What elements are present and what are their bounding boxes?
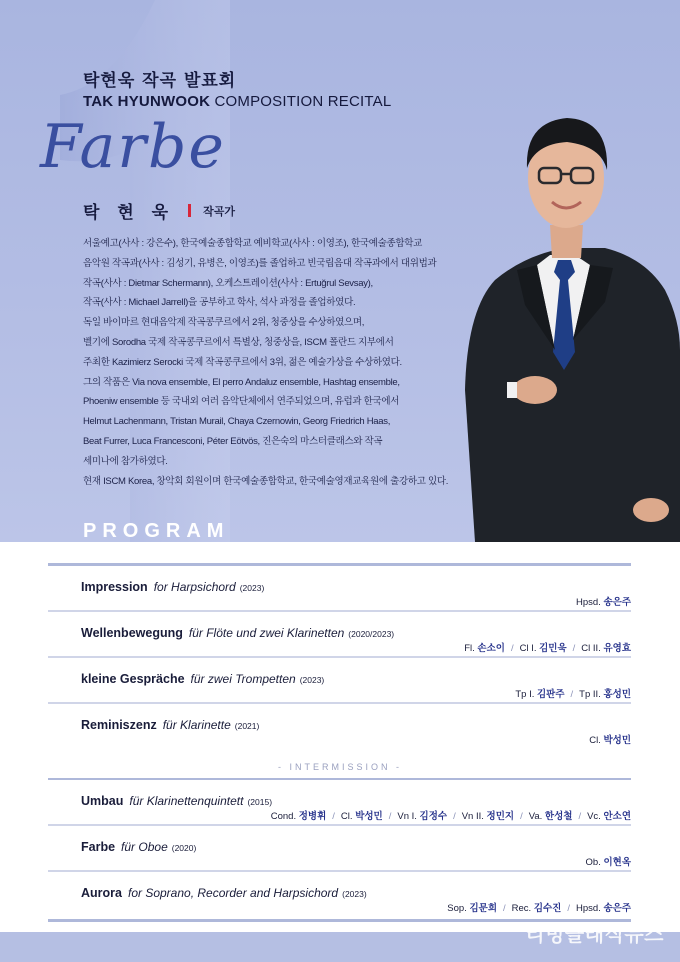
program-item xyxy=(48,826,631,872)
performer-role: Cl. xyxy=(340,811,353,822)
work-year: (2020/2023) xyxy=(348,629,395,639)
separator: / xyxy=(332,811,335,822)
bio-line: 벨기에 Sorodha 국제 작곡콩쿠르에서 특별상, 청중상을, ISCM 폴란드 지부에서 xyxy=(83,336,394,348)
program-item xyxy=(48,612,631,658)
intermission-label: - INTERMISSION - xyxy=(278,762,402,772)
performer-role: Ob. xyxy=(585,857,601,868)
program-item xyxy=(48,780,631,826)
separator: / xyxy=(570,689,574,700)
performer-role: Sop. xyxy=(447,903,467,914)
bio-line: Beat Furrer, Luca Francesconi, Péter Eötvös, 진은숙의 마스터클래스와 작곡 xyxy=(83,435,383,447)
program-heading: PROGRAM xyxy=(83,520,230,542)
work-title: kleine Gespräche xyxy=(81,672,185,686)
performer-name: 박성민 xyxy=(355,811,383,822)
bio-line: 서울예고(사사 : 강은수), 한국예술종합학교 예비학교(사사 : 이영조), 한국예술종합학교 xyxy=(83,238,423,249)
work-instrumentation: für Klarinettenquintett xyxy=(129,794,244,808)
watermark: 리빙클래식뉴스 xyxy=(525,922,664,946)
performers xyxy=(515,686,631,700)
work-year: (2020) xyxy=(171,843,197,853)
separator: / xyxy=(388,811,392,822)
performer-role: Cl. xyxy=(589,735,601,746)
performer-name: 이현옥 xyxy=(603,857,631,868)
work-line xyxy=(81,578,264,596)
work-instrumentation: für zwei Trompetten xyxy=(190,672,296,686)
performer-role: Vn II. xyxy=(461,811,484,822)
performer-role: Vc. xyxy=(587,811,601,822)
performer-name: 손소이 xyxy=(477,643,505,654)
bio-line: 독일 바이마르 현대음악제 작곡콩쿠르에서 2위, 청중상을 수상하였으며, xyxy=(83,317,365,329)
recital-title-english-rest: COMPOSITION RECITAL xyxy=(210,93,392,110)
separator: / xyxy=(572,643,576,654)
performer-name: 유영효 xyxy=(603,643,631,654)
performer-role: Cond. xyxy=(270,811,297,822)
performer-name: 정민지 xyxy=(486,811,515,822)
work-year: (2023) xyxy=(239,583,265,593)
performer-role: Fl. xyxy=(464,643,475,654)
bio-line: 세미나에 참가하였다. xyxy=(83,455,168,467)
separator: / xyxy=(567,903,570,914)
performers xyxy=(576,594,631,608)
program-item xyxy=(48,704,631,750)
performer-role: Hpsd. xyxy=(576,597,601,608)
performer-role: Vn I. xyxy=(397,811,417,822)
performers xyxy=(447,900,631,914)
performer-name: 송은주 xyxy=(603,903,631,914)
bio-line: 주최한 Kazimierz Serocki 국제 작곡콩쿠르에서 3위, 젊은 예술가상을 수상하였다. xyxy=(83,356,402,368)
performer-name: 김정수 xyxy=(419,811,448,822)
performer-role: Tp I. xyxy=(515,689,535,700)
bio-line: Phoeniw ensemble 등 국내외 여러 음악단체에서 연주되었으며, 유럽과 한국에서 xyxy=(83,396,400,408)
performer-role: Tp II. xyxy=(579,689,601,700)
work-instrumentation: für Oboe xyxy=(121,840,168,854)
recital-title-korean: 탁현욱 작곡 발표회 xyxy=(83,71,237,91)
separator: / xyxy=(453,811,456,822)
bio-line: 그의 작품은 Via nova ensemble, El perro Andaluz ensemble, Hashtag ensemble, xyxy=(83,376,400,388)
work-year: (2021) xyxy=(234,721,260,731)
performer-name: 안소연 xyxy=(603,811,631,822)
work-title: Impression xyxy=(81,580,148,594)
work-instrumentation: for Harpsichord xyxy=(153,580,236,594)
performer-name: 한성철 xyxy=(544,811,573,822)
performer-name: 홍성민 xyxy=(603,689,631,700)
program-item xyxy=(48,658,631,704)
work-line xyxy=(81,884,367,902)
work-instrumentation: für Klarinette xyxy=(162,718,231,732)
composer-role: 작곡가 xyxy=(203,204,235,218)
separator: / xyxy=(503,903,506,914)
performers xyxy=(589,732,631,746)
program-list xyxy=(0,542,680,932)
work-instrumentation: for Soprano, Recorder and Harpsichord xyxy=(127,886,339,900)
work-line xyxy=(81,670,324,688)
work-line xyxy=(81,624,394,642)
composer-name: 탁 현 욱 xyxy=(83,203,175,223)
performer-role: Hpsd. xyxy=(576,903,601,914)
work-title: Aurora xyxy=(81,886,122,900)
script-title: Farbe xyxy=(40,112,226,182)
composer-bio xyxy=(83,234,503,491)
performer-name: 김민욱 xyxy=(539,643,567,654)
separator: / xyxy=(520,811,523,822)
work-year: (2023) xyxy=(299,675,325,685)
performer-role: Rec. xyxy=(511,903,532,914)
work-title: Reminiszenz xyxy=(81,718,157,732)
work-line xyxy=(81,716,259,734)
performer-name: 박성민 xyxy=(603,735,631,746)
composer-portrait xyxy=(455,90,680,542)
recital-title-english xyxy=(83,93,391,110)
bio-line: 음악원 작곡과(사사 : 김성기, 유병은, 이영조)를 졸업하고 빈국립음대 작곡과에서 대위법과 xyxy=(83,257,437,269)
performers xyxy=(464,640,631,654)
performer-name: 송은주 xyxy=(603,597,631,608)
performer-role: Cl II. xyxy=(581,643,601,654)
work-year: (2023) xyxy=(342,889,367,899)
bio-line: 현재 ISCM Korea, 창악회 회원이며 한국예술종합학교, 한국예술영재교육원에 출강하고 있다. xyxy=(83,475,449,487)
work-line xyxy=(81,792,272,810)
performer-name: 김수진 xyxy=(533,903,562,914)
work-line xyxy=(81,838,196,856)
program-item xyxy=(48,872,631,922)
work-title: Farbe xyxy=(81,840,116,854)
work-title: Wellenbewegung xyxy=(81,626,183,640)
program-item xyxy=(48,566,631,612)
performers xyxy=(586,854,631,868)
work-year: (2015) xyxy=(247,797,273,807)
performer-name: 김판주 xyxy=(537,689,565,700)
separator: / xyxy=(510,643,514,654)
performer-role: Cl I. xyxy=(519,643,537,654)
separator: / xyxy=(578,811,582,822)
performers xyxy=(271,808,631,822)
bio-line: 작곡(사사 : Dietmar Schermann), 오케스트레이션(사사 : Ertuğrul Sevsay), xyxy=(83,277,373,289)
work-title: Umbau xyxy=(81,794,124,808)
work-instrumentation: für Flöte und zwei Klarinetten xyxy=(188,626,345,640)
composer-name-english: TAK HYUNWOOK xyxy=(83,93,211,110)
performer-name: 김문희 xyxy=(469,903,497,914)
bio-line: 작곡(사사 : Michael Jarrell)을 공부하고 학사, 석사 과정을 졸업하였다. xyxy=(83,297,356,309)
bio-line: Helmut Lachenmann, Tristan Murail, Chaya Czernowin, Georg Friedrich Haas, xyxy=(83,416,391,428)
performer-role: Va. xyxy=(528,811,543,822)
composer-name-row xyxy=(83,198,235,223)
name-divider xyxy=(188,204,191,217)
performer-name: 정병휘 xyxy=(298,811,327,822)
